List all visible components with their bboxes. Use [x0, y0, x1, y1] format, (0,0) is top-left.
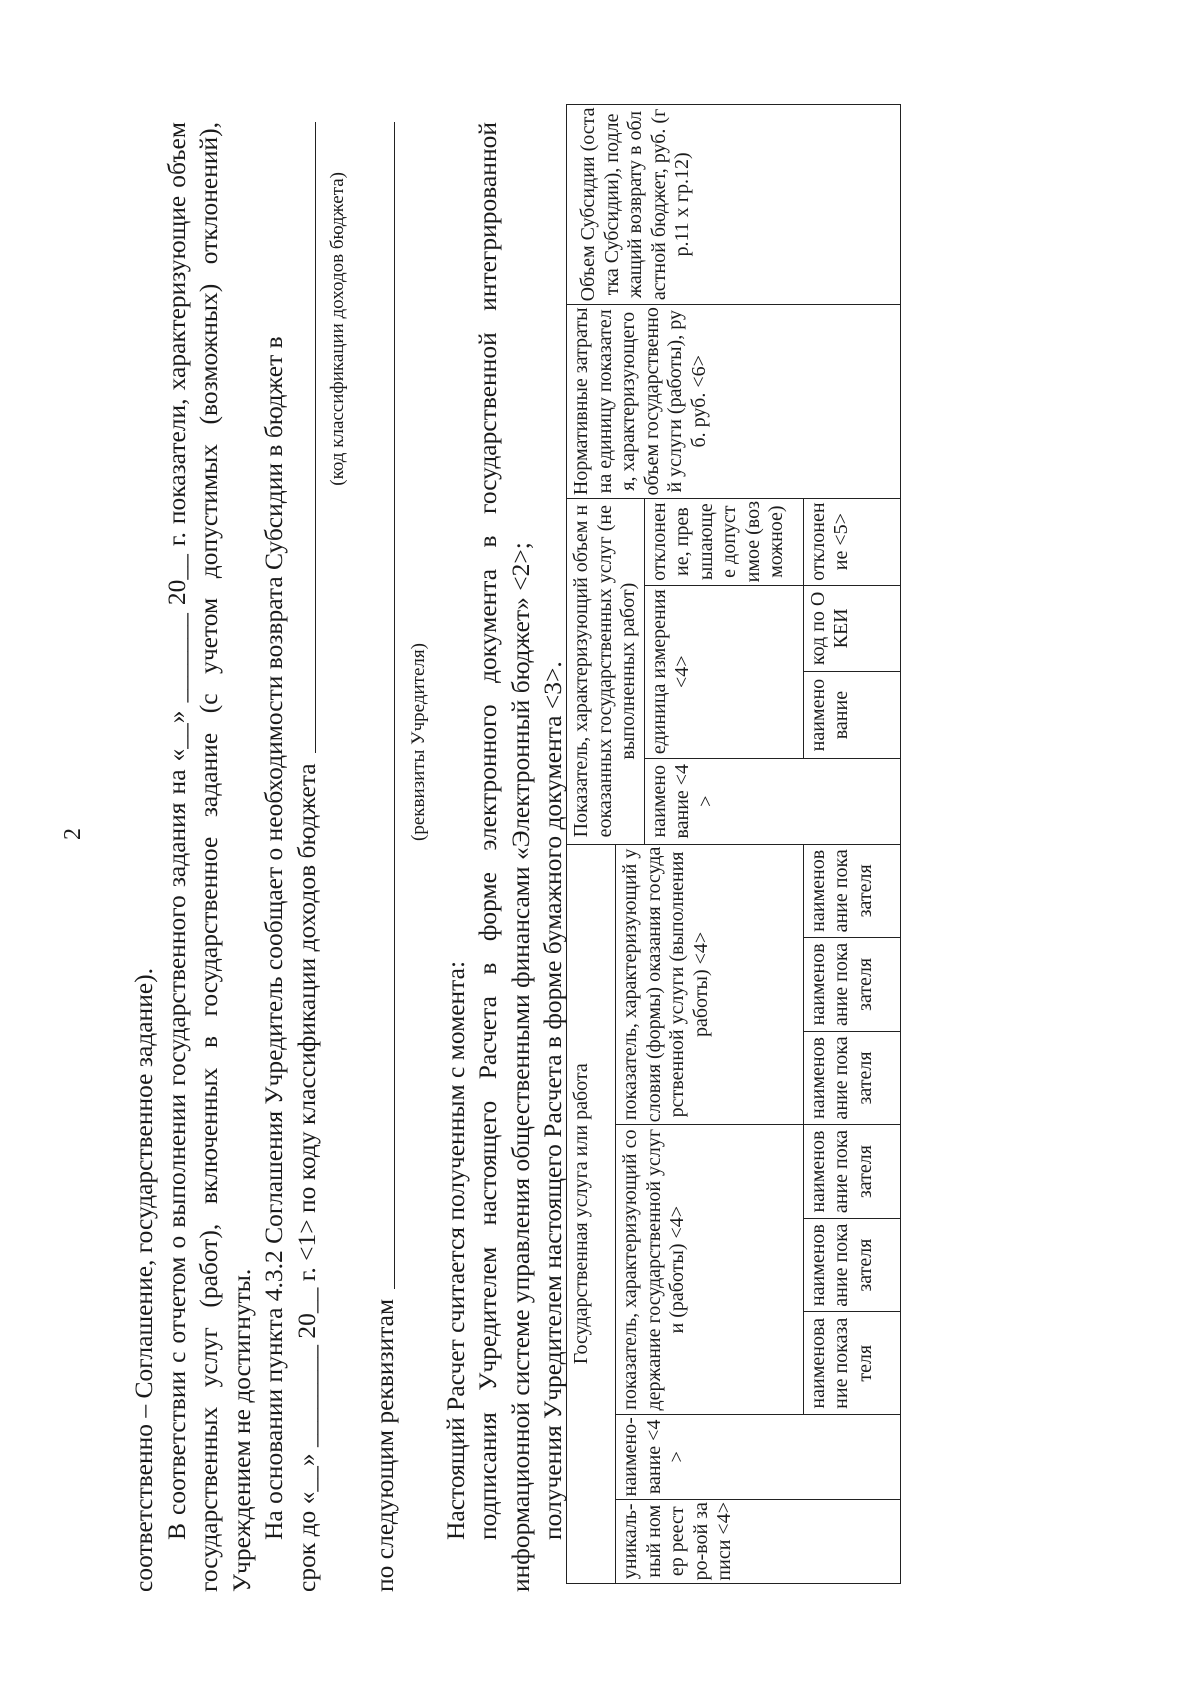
paragraph-report: В соответствии с отчетом о выполнении государственного задания на «__» _______ 20__ г. показатели, характеризующие объем государственных услуг (работ), включенных в государственное задание (с учетом допустимых (возможных) отклонений), Учреждением не достигнуты. [161, 122, 256, 1592]
header-okei-code: код по ОКЕИ [803, 585, 900, 672]
header-unit: единица измерения <4> [644, 585, 803, 758]
requisites-blank [393, 122, 395, 1289]
requisites-line [369, 122, 402, 1592]
budget-code-blank [314, 122, 316, 753]
note-budget-code: (код классификации доходов бюджета) [327, 172, 348, 486]
header-content-leaf-3: наименование показателя [803, 1125, 900, 1219]
page-number: 2 [60, 828, 86, 840]
header-conditions-leaf-2: наименование показателя [803, 938, 900, 1032]
header-conditions-leaf-1: наименование показателя [803, 1031, 900, 1125]
header-subsidy-volume: Объем Субсидии (остатка Субсидии), подлежащий возврату в областной бюджет, руб. (гр.11 х гр.12) [567, 105, 901, 305]
header-content-indicator: показатель, характеризующий содержание государственной услуги (работы) <4> [616, 1125, 804, 1415]
calculation-table [566, 104, 901, 1584]
header-name: наимено-вание <4> [616, 1415, 901, 1499]
header-indicator-name: наименование <4> [644, 758, 900, 844]
requisites-text: по следующим реквизитам [370, 1298, 399, 1592]
header-unit-name: наименование [803, 672, 900, 759]
paragraph-agreement: соответственно – Соглашение, государственное задание). [129, 967, 158, 1592]
header-indicator: Показатель, характеризующий объем неоказанных государственных услуг (невыполненных работ) [567, 498, 645, 844]
paragraph-return-notice: На основании пункта 4.3.2 Соглашения Учредитель сообщает о необходимости возврата Субсидии в бюджет в [259, 336, 288, 1540]
paragraph-received: Настоящий Расчет считается полученным с момента: [440, 960, 470, 1540]
header-deviation-allowed: отклонение, превышающее допустимое (возможное) [644, 498, 803, 585]
header-unique-number: уникаль-ный номер реестро-вой записи <4> [616, 1499, 901, 1583]
header-norm-costs: Нормативные затраты на единицу показателя, характеризующего объем государственной услуги (работы), руб. руб. <6> [567, 304, 901, 498]
deadline-text: срок до «__» ________ 20__ г. <1> по коду классификации доходов бюджета [291, 763, 321, 1592]
deadline-line [291, 122, 324, 1592]
header-content-leaf-2: наименование показателя [803, 1218, 900, 1312]
header-service: Государственная услуга или работа [567, 844, 616, 1583]
paragraph-paper: получения Учредителем настоящего Расчета в форме бумажного документа <3>. [538, 661, 567, 1540]
header-deviation-5: отклонение <5> [803, 498, 900, 585]
document-body [128, 122, 570, 1592]
header-conditions-leaf-3: наименование показателя [803, 844, 900, 938]
header-content-leaf-1: наименование показателя [803, 1312, 900, 1415]
paragraph-electronic: подписания Учредителем настоящего Расчета в форме электронного документа в государственной интегрированной информационной системе управления общественными финансами «Электронный бюджет» <2>; [473, 122, 535, 1592]
note-founder-requisites: (реквизиты Учредителя) [407, 643, 429, 841]
header-conditions-indicator: показатель, характеризующий условия (формы) оказания государственной услуги (выполнения работы) <4> [616, 844, 804, 1125]
